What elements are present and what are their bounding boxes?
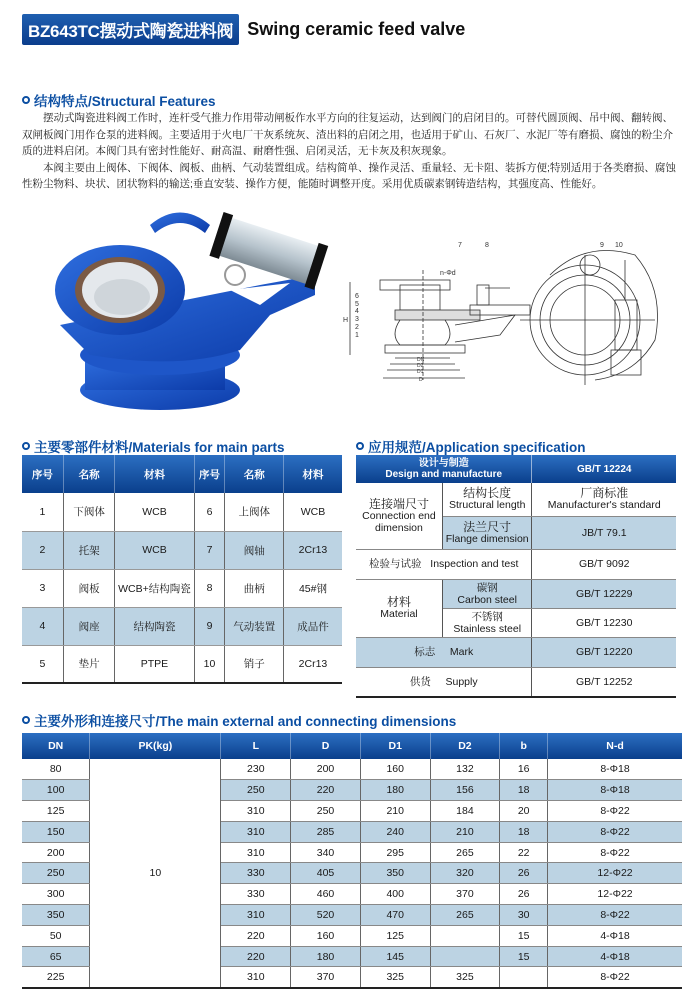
cell: 2 (22, 531, 63, 569)
mark-en: Mark (449, 646, 474, 658)
cell (430, 925, 500, 946)
parts-row (22, 607, 342, 645)
cell: 80 (22, 759, 90, 780)
cell: 16 (500, 759, 548, 780)
cell: 285 (291, 821, 361, 842)
mat-cn: 材料 (386, 595, 411, 609)
cell: 3 (22, 569, 63, 607)
svg-text:n-Φd: n-Φd (440, 270, 456, 277)
cell: 200 (291, 759, 361, 780)
cell: 65 (22, 946, 90, 967)
spec-row (356, 579, 676, 608)
cell (430, 946, 500, 967)
mark-cn: 标志 (414, 646, 436, 658)
cell: PTPE (115, 645, 194, 683)
cell: 180 (360, 780, 430, 801)
spec-heading (356, 436, 586, 456)
cell: 340 (291, 842, 361, 863)
cell: 225 (22, 967, 90, 988)
parts-row (22, 493, 342, 531)
cell: 12-Φ22 (548, 884, 682, 905)
svg-text:8: 8 (485, 242, 489, 249)
svg-text:H: H (343, 317, 349, 324)
design-en: Design and manufacture (385, 469, 503, 480)
cell: 160 (360, 759, 430, 780)
col-b: b (500, 733, 548, 759)
cell: 20 (500, 801, 548, 822)
spec-row (356, 549, 676, 579)
cell: WCB (115, 531, 194, 569)
cell: 230 (221, 759, 291, 780)
cell: 8-Φ22 (548, 842, 682, 863)
cell: 4-Φ18 (548, 946, 682, 967)
cell: WCB+结构陶瓷 (115, 569, 194, 607)
spec-row (356, 637, 676, 667)
svg-text:6: 6 (355, 293, 359, 300)
insp-std: GB/T 9092 (532, 549, 676, 579)
cell: 210 (360, 801, 430, 822)
conn-cell (356, 483, 442, 549)
cell: WCB (115, 493, 194, 531)
parts-row (22, 569, 342, 607)
model-title: BZ643TC摆动式陶瓷进料阀 (22, 14, 239, 45)
svg-text:D1: D1 (417, 369, 424, 375)
cell: 250 (22, 863, 90, 884)
cell: 330 (221, 884, 291, 905)
flange-std: JB/T 79.1 (532, 516, 676, 549)
parts-row (22, 531, 342, 569)
insp-en: Inspection and test (430, 558, 519, 570)
flange-cn: 法兰尺寸 (463, 519, 512, 534)
parts-row (22, 645, 342, 683)
cell: 曲柄 (225, 569, 283, 607)
cell: 325 (360, 967, 430, 988)
cell: 4 (22, 607, 63, 645)
cell: 8-Φ22 (548, 967, 682, 988)
cell: 15 (500, 946, 548, 967)
cell: 265 (430, 905, 500, 926)
cell: 125 (360, 925, 430, 946)
cell: 12-Φ22 (548, 863, 682, 884)
cell: 销子 (225, 645, 283, 683)
col-name-2: 名称 (225, 455, 283, 493)
cell: 8-Φ22 (548, 905, 682, 926)
col-name: 名称 (63, 455, 115, 493)
dims-header-row (22, 733, 682, 759)
cell: 320 (430, 863, 500, 884)
cell: 310 (221, 842, 291, 863)
supply-std: GB/T 12252 (532, 667, 676, 697)
cell: 托架 (63, 531, 115, 569)
col-material-2: 材料 (283, 455, 342, 493)
cell: 45#钢 (283, 569, 342, 607)
insp-cell (356, 549, 532, 579)
spec-header-row (356, 455, 676, 483)
stain-cell (442, 608, 532, 637)
stain-en: Stainless steel (453, 622, 522, 635)
mat-cell (356, 579, 442, 637)
conn-cn: 连接端尺寸 (368, 496, 429, 511)
stain-cn: 不锈钢 (471, 610, 503, 623)
carbon-cn: 碳钢 (476, 581, 498, 594)
features-paragraph-2: 本阀主要由上阀体、下阀体、阀板、曲柄、气动装置组成。结构简单、操作灵活、重量轻、无卡阻、装拆方便;特别适用于各类磨损、腐蚀性粉尘物料、块状、团状物料的输送;垂直安装、操作方便，能随时调整开度。采用优质碳素钢铸造结构，其强度高、性能好。 (22, 161, 676, 190)
title-bar (22, 16, 465, 42)
col-material: 材料 (115, 455, 194, 493)
insp-cn: 检验与试验 (369, 558, 422, 570)
cell: 阀座 (63, 607, 115, 645)
carbon-en: Carbon steel (457, 593, 517, 606)
cell: 184 (430, 801, 500, 822)
svg-text:5: 5 (355, 301, 359, 308)
english-title: Swing ceramic feed valve (247, 18, 466, 39)
cell: 125 (22, 801, 90, 822)
cell: 26 (500, 863, 548, 884)
cell: 295 (360, 842, 430, 863)
bullet-circle-icon (356, 442, 364, 450)
cell: 10 (194, 645, 225, 683)
struct-std-cn: 厂商标准 (580, 486, 629, 501)
cell: 325 (430, 967, 500, 988)
cell: 370 (291, 967, 361, 988)
cell: 50 (22, 925, 90, 946)
cell: 240 (360, 821, 430, 842)
cell: 310 (221, 967, 291, 988)
cell: 310 (221, 905, 291, 926)
svg-text:1: 1 (355, 332, 359, 339)
dims-table (22, 733, 682, 989)
cell: 15 (500, 925, 548, 946)
col-no-2: 序号 (194, 455, 225, 493)
cell: 成品件 (283, 607, 342, 645)
cell: 470 (360, 905, 430, 926)
struct-cell (442, 483, 532, 516)
col-no: 序号 (22, 455, 63, 493)
dims-row (22, 759, 682, 780)
cell: 156 (430, 780, 500, 801)
mat-en: Material (380, 608, 418, 620)
cell: 7 (194, 531, 225, 569)
cell: 阀板 (63, 569, 115, 607)
cell: 18 (500, 821, 548, 842)
features-paragraph-1: 摆动式陶瓷进料阀工作时，连杆受气推力作用带动闸板作水平方向的往复运动，达到阀门的启闭目的。可替代圆顶阀、吊中阀、翻转阀、双闸板阀门用作仓泵的进料阀。主要适用于火电厂干灰系统灰、渣出料的启闭之用，也适用于矿山、石灰厂、水泥厂等有磨损、腐蚀的粉尘介质的进料启闭。本阀门具有密封性能好、耐高温、耐磨性强、启闭灵活，无卡灰及积灰现象。 (22, 112, 673, 157)
cell: WCB (283, 493, 342, 531)
cell: 垫片 (63, 645, 115, 683)
cell: 250 (221, 780, 291, 801)
cell: 阀轴 (225, 531, 283, 569)
cell: 265 (430, 842, 500, 863)
features-heading-text: 结构特点/Structural Features (34, 94, 216, 109)
bullet-circle-icon (22, 716, 30, 724)
svg-text:10: 10 (615, 242, 623, 249)
svg-text:D2: D2 (417, 363, 424, 369)
bullet-circle-icon (22, 442, 30, 450)
cell: 气动装置 (225, 607, 283, 645)
cell: 405 (291, 863, 361, 884)
cell: 520 (291, 905, 361, 926)
cell: 220 (291, 780, 361, 801)
pk-cell: 10 (90, 759, 221, 988)
cell: 145 (360, 946, 430, 967)
cell: 330 (221, 863, 291, 884)
features-text (22, 110, 682, 193)
conn-en: Connection end dimension (362, 509, 436, 534)
cell: 400 (360, 884, 430, 905)
cell: 310 (221, 801, 291, 822)
cell: 22 (500, 842, 548, 863)
cell: 8-Φ18 (548, 759, 682, 780)
spec-row (356, 667, 676, 697)
cell: 4-Φ18 (548, 925, 682, 946)
svg-text:9: 9 (600, 242, 604, 249)
col-l: L (221, 733, 291, 759)
mark-cell (356, 637, 532, 667)
stain-std: GB/T 12230 (532, 608, 676, 637)
dims-heading (22, 710, 456, 730)
cell: 26 (500, 884, 548, 905)
col-dn: DN (22, 733, 90, 759)
col-d1: D1 (360, 733, 430, 759)
cell: 5 (22, 645, 63, 683)
cell: 下阀体 (63, 493, 115, 531)
cell: 180 (291, 946, 361, 967)
svg-text:DN: DN (417, 357, 425, 363)
cell: 460 (291, 884, 361, 905)
parts-heading-text: 主要零部件材料/Materials for main parts (34, 440, 285, 455)
cell: 100 (22, 780, 90, 801)
parts-table (22, 455, 342, 684)
spec-heading-text: 应用规范/Application specification (368, 440, 586, 455)
flange-cell (442, 516, 532, 549)
svg-text:7: 7 (458, 242, 462, 249)
cell: 1 (22, 493, 63, 531)
cell: 8-Φ18 (548, 780, 682, 801)
spec-row (356, 483, 676, 516)
design-cn: 设计与制造 (418, 458, 469, 469)
cell: 350 (360, 863, 430, 884)
spec-table (356, 455, 676, 698)
col-nd: N-d (548, 733, 682, 759)
cell: 150 (22, 821, 90, 842)
supply-cn: 供货 (409, 675, 431, 688)
flange-en: Flange dimension (445, 532, 529, 545)
cell (500, 967, 548, 988)
svg-text:4: 4 (355, 308, 359, 315)
cell: 30 (500, 905, 548, 926)
cell: 2Cr13 (283, 645, 342, 683)
cell: 250 (291, 801, 361, 822)
cell: 132 (430, 759, 500, 780)
col-d: D (291, 733, 361, 759)
cell: 300 (22, 884, 90, 905)
struct-en: Structural length (448, 499, 526, 512)
technical-drawing (335, 230, 700, 390)
design-std: GB/T 12224 (532, 455, 676, 483)
cell: 370 (430, 884, 500, 905)
cell: 结构陶瓷 (115, 607, 194, 645)
parts-heading (22, 436, 285, 456)
cell: 8 (194, 569, 225, 607)
cell: 310 (221, 821, 291, 842)
cell: 8-Φ22 (548, 801, 682, 822)
cell: 210 (430, 821, 500, 842)
cell: 350 (22, 905, 90, 926)
valve-photo (30, 205, 330, 415)
cell: 160 (291, 925, 361, 946)
struct-std-en: Manufacturer's standard (547, 499, 661, 512)
struct-std-cell (532, 483, 676, 516)
cell: 18 (500, 780, 548, 801)
cell: 9 (194, 607, 225, 645)
cell: 220 (221, 946, 291, 967)
struct-cn: 结构长度 (463, 486, 512, 501)
supply-en: Supply (445, 675, 478, 688)
mark-std: GB/T 12220 (532, 637, 676, 667)
cell: 上阀体 (225, 493, 283, 531)
svg-text:2: 2 (355, 324, 359, 331)
cell: 2Cr13 (283, 531, 342, 569)
carbon-cell (442, 579, 532, 608)
cell: 220 (221, 925, 291, 946)
parts-header-row (22, 455, 342, 493)
cell: 8-Φ22 (548, 821, 682, 842)
svg-text:D: D (419, 377, 423, 383)
features-heading (22, 90, 216, 110)
bullet-circle-icon (22, 96, 30, 104)
col-pk: PK(kg) (90, 733, 221, 759)
carbon-std: GB/T 12229 (532, 579, 676, 608)
col-d2: D2 (430, 733, 500, 759)
dims-heading-text: 主要外形和连接尺寸/The main external and connecting dimensions (34, 714, 457, 729)
design-header (356, 455, 532, 483)
supply-cell (356, 667, 532, 697)
cell: 6 (194, 493, 225, 531)
cell: 200 (22, 842, 90, 863)
svg-text:3: 3 (355, 316, 359, 323)
